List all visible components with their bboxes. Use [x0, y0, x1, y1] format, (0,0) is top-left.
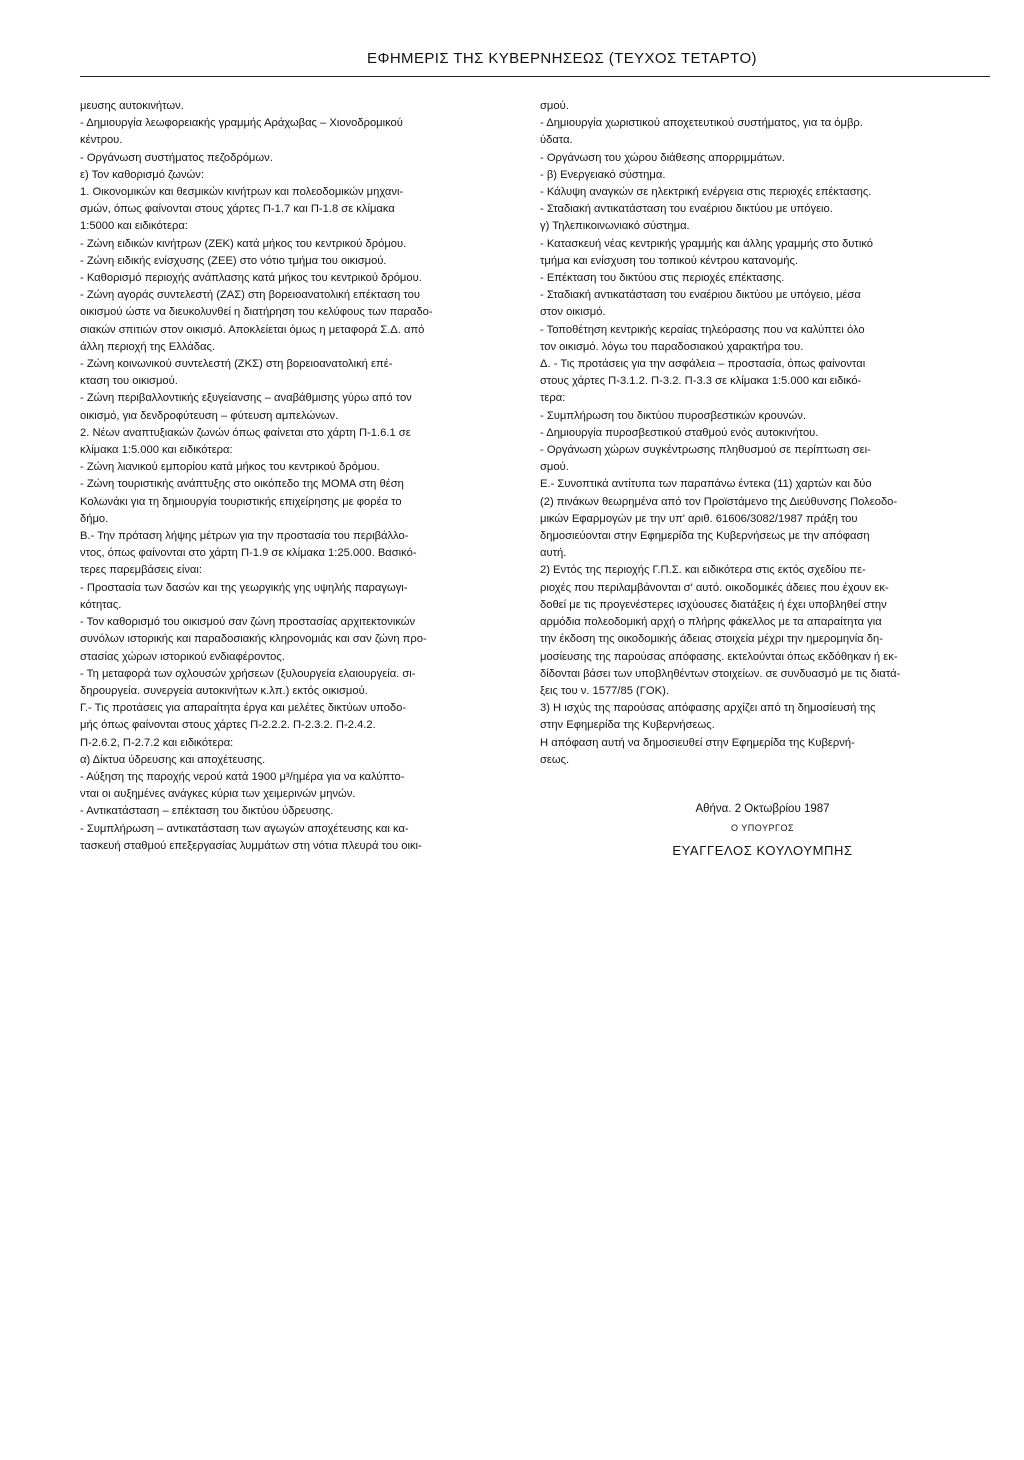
signature-place-date: Αθήνα. 2 Οκτωβρίου 1987: [695, 803, 830, 815]
text-line: γ) Τηλεπικοινωνιακό σύστημα.: [540, 220, 690, 233]
text-line: Γ.- Τις προτάσεις για απαραίτητα έργα και μελέτες δικτύων υποδο-: [80, 702, 407, 715]
text-line: - Συμπλήρωση – αντικατάσταση των αγωγών αποχέτευσης και κα-: [80, 822, 409, 835]
text-line: - Ζώνη αγοράς συντελεστή (ΖΑΣ) στη βορειοανατολική επέκταση του: [80, 289, 420, 302]
left-text-column: [80, 98, 520, 855]
text-line: άλλη περιοχή της Ελλάδας.: [80, 340, 215, 353]
text-line: μικών Εφαρμογών με την υπ' αριθ. 61606/3082/1987 πράξη του: [540, 512, 858, 525]
text-line: οικισμό, για δενδροφύτευση – φύτευση αμπελώνων.: [80, 409, 339, 422]
text-line: νται οι αυξημένες ανάγκες κύρια των χειμερινών μηνών.: [80, 788, 356, 801]
text-line: αυτή.: [540, 547, 567, 560]
text-line: - Σταδιακή αντικατάσταση του εναέριου δικτύου με υπόγειο, μέσα: [540, 289, 861, 302]
text-line: τερα:: [540, 392, 566, 405]
text-line: - Συμπλήρωση του δικτύου πυροσβεστικών κρουνών.: [540, 409, 806, 422]
gazette-header: ΕΦΗΜΕΡΙΣ ΤΗΣ ΚΥΒΕΡΝΗΣΕΩΣ (ΤΕΥΧΟΣ ΤΕΤΑΡΤΟ): [367, 50, 757, 67]
text-line: σμών, όπως φαίνονται στους χάρτες Π-1.7 και Π-1.8 σε κλίμακα: [80, 203, 395, 216]
text-line: - Ζώνη ειδικής ενίσχυσης (ΖΕΕ) στο νότιο τμήμα του οικισμού.: [80, 254, 387, 267]
text-line: - Επέκταση του δικτύου στις περιοχές επέκτασης.: [540, 272, 785, 285]
text-line: - Ζώνη τουριστικής ανάπτυξης στο οικόπεδο της ΜΟΜΑ στη θέση: [80, 478, 404, 491]
text-line: - Οργάνωση του χώρου διάθεσης απορριμμάτων.: [540, 151, 785, 164]
text-line: σεως.: [540, 753, 570, 766]
text-line: οικισμού ώστε να διευκολυνθεί η διατήρηση του κελύφους των παραδο-: [80, 306, 433, 319]
text-line: συνόλων ιστορικής και παραδοσιακής κληρονομιάς και σαν ζώνη προ-: [80, 633, 427, 646]
signature-name: ΕΥΑΓΓΕΛΟΣ ΚΟΥΛΟΥΜΠΗΣ: [672, 843, 853, 858]
text-line: μοσίευσης της παρούσας απόφασης. εκτελούνται όπως εκδόθηκαν ή εκ-: [540, 650, 898, 663]
text-line: - Ζώνη ειδικών κινήτρων (ΖΕΚ) κατά μήκος του κεντρικού δρόμου.: [80, 237, 407, 250]
text-line: δηρουργεία. συνεργεία αυτοκινήτων κ.λπ.) εκτός οικισμού.: [80, 684, 368, 697]
text-line: - Δημιουργία χωριστικού αποχετευτικού συστήματος, για τα όμβρ.: [540, 117, 863, 130]
text-line: - Δημιουργία πυροσβεστικού σταθμού ενός αυτοκινήτου.: [540, 426, 819, 439]
text-line: - Προστασία των δασών και της γεωργικής γης υψηλής παραγωγι-: [80, 581, 408, 594]
text-line: 2. Νέων αναπτυξιακών ζωνών όπως φαίνεται στο χάρτη Π-1.6.1 σε: [80, 426, 411, 439]
text-line: Ε.- Συνοπτικά αντίτυπα των παραπάνω έντεκα (11) χαρτών και δύο: [540, 478, 872, 491]
text-line: ύδατα.: [540, 134, 573, 147]
text-line: - Ζώνη λιανικού εμπορίου κατά μήκος του κεντρικού δρόμου.: [80, 461, 380, 474]
text-line: 1. Οικονομικών και θεσμικών κινήτρων και πολεοδομικών μηχανι-: [80, 186, 404, 199]
text-line: Π-2.6.2, Π-2.7.2 και ειδικότερα:: [80, 736, 234, 749]
right-text-column: [540, 98, 985, 769]
text-line: - Ζώνη περιβαλλοντικής εξυγείανσης – αναβάθμισης γύρω από τον: [80, 392, 412, 405]
text-line: δημοσιεύονται στην Εφημερίδα της Κυβερνήσεως με την απόφαση: [540, 530, 870, 543]
text-line: α) Δίκτυα ύδρευσης και αποχέτευσης.: [80, 753, 266, 766]
text-line: μευσης αυτοκινήτων.: [80, 100, 184, 112]
text-line: (2) πινάκων θεωρημένα από τον Προϊστάμενο της Διεύθυνσης Πολεοδο-: [540, 495, 898, 508]
text-line: τασκευή σταθμού επεξεργασίας λυμμάτων στη νότια πλευρά του οικι-: [80, 839, 422, 852]
text-line: ντος, όπως φαίνονται στο χάρτη Π-1.9 σε κλίμακα 1:25.000. Βασικό-: [80, 547, 417, 560]
text-line: Η απόφαση αυτή να δημοσιευθεί στην Εφημερίδα της Κυβερνή-: [540, 736, 855, 749]
text-line: - Τη μεταφορά των οχλουσών χρήσεων (ξυλουργεία ελαιουργεία. σι-: [80, 667, 416, 680]
text-line: Δ. - Τις προτάσεις για την ασφάλεια – προστασία, όπως φαίνονται: [540, 358, 866, 371]
text-line: - β) Ενεργειακό σύστημα.: [540, 168, 666, 181]
text-line: δήμο.: [80, 512, 109, 525]
text-line: - Κάλυψη αναγκών σε ηλεκτρική ενέργεια στις περιοχές επέκτασης.: [540, 186, 872, 199]
text-line: - Οργάνωση χώρων συγκέντρωσης πληθυσμού σε περίπτωση σει-: [540, 444, 871, 457]
text-line: - Οργάνωση συστήματος πεζοδρόμων.: [80, 151, 273, 164]
text-line: - Δημιουργία λεωφορειακής γραμμής Αράχωβας – Χιονοδρομικού: [80, 117, 403, 130]
text-line: - Καθορισμό περιοχής ανάπλασης κατά μήκος του κεντρικού δρόμου.: [80, 272, 422, 285]
text-line: σιακών σπιτιών στον οικισμό. Αποκλείεται όμως η μεταφορά Σ.Δ. από: [80, 323, 425, 336]
text-line: - Ζώνη κοινωνικού συντελεστή (ΖΚΣ) στη βορειοανατολική επέ-: [80, 358, 393, 371]
text-line: στασίας χώρων ιστορικού ενδιαφέροντος.: [80, 650, 285, 663]
text-line: σμού.: [540, 100, 569, 112]
text-line: ριοχές που περιλαμβάνονται σ' αυτό. οικοδομικές άδειες που έχουν εκ-: [540, 581, 889, 594]
text-line: 1:5000 και ειδικότερα:: [80, 220, 188, 233]
text-line: - Κατασκευή νέας κεντρικής γραμμής και άλλης γραμμής στο δυτικό: [540, 237, 873, 250]
text-line: 3) Η ισχύς της παρούσας απόφασης αρχίζει από τη δημοσίευσή της: [540, 702, 876, 715]
text-line: - Αύξηση της παροχής νερού κατά 1900 μ³/ημέρα για να καλύπτο-: [80, 770, 405, 783]
text-line: - Τοποθέτηση κεντρικής κεραίας τηλεόρασης που να καλύπτει όλο: [540, 323, 865, 336]
text-line: 2) Εντός της περιοχής Γ.Π.Σ. και ειδικότερα στις εκτός σχεδίου πε-: [540, 564, 866, 577]
text-line: - Αντικατάσταση – επέκταση του δικτύου ύδρευσης.: [80, 805, 334, 818]
text-line: δίδονται βάσει των υποβληθέντων στοιχείων. σε συνδυασμό με τις διατά-: [540, 667, 901, 680]
text-line: στον οικισμό.: [540, 306, 606, 319]
text-line: Κολωνάκι για τη δημιουργία τουριστικής επιχείρησης με φορέα το: [80, 495, 402, 508]
text-line: σμού.: [540, 461, 569, 474]
text-line: κταση του οικισμού.: [80, 375, 178, 388]
header-rule: [80, 76, 990, 77]
text-line: κότητας.: [80, 598, 122, 611]
text-line: τμήμα και ενίσχυση του τοπικού κέντρου κατανομής.: [540, 254, 799, 267]
text-line: - Σταδιακή αντικατάσταση του εναέριου δικτύου με υπόγειο.: [540, 203, 833, 216]
text-line: αρμόδια πολεοδομική αρχή ο πλήρης φάκελλος με τα απαραίτητα για: [540, 616, 882, 629]
text-line: τερες παρεμβάσεις είναι:: [80, 564, 202, 577]
text-line: δοθεί με τις προγενέστερες ισχύουσες διατάξεις ή έχει υποβληθεί στην: [540, 598, 887, 611]
text-line: κλίμακα 1:5.000 και ειδικότερα:: [80, 444, 233, 457]
signature-role: Ο ΥΠΟΥΡΓΟΣ: [730, 823, 795, 833]
text-line: στους χάρτες Π-3.1.2. Π-3.2. Π-3.3 σε κλίμακα 1:5.000 και ειδικό-: [540, 375, 862, 388]
text-line: τον οικισμό. λόγω του παραδοσιακού χαρακτήρα του.: [540, 340, 804, 353]
text-line: Β.- Την πρόταση λήψης μέτρων για την προστασία του περιβάλλο-: [80, 530, 409, 543]
text-line: ε) Τον καθορισμό ζωνών:: [80, 168, 204, 181]
text-line: στην Εφημερίδα της Κυβερνήσεως.: [540, 719, 715, 732]
text-line: μής όπως φαίνονται στους χάρτες Π-2.2.2. Π-2.3.2. Π-2.4.2.: [80, 719, 376, 732]
text-line: - Τον καθορισμό του οικισμού σαν ζώνη προστασίας αρχιτεκτονικών: [80, 616, 416, 629]
text-line: ξεις του ν. 1577/85 (ΓΟΚ).: [540, 684, 669, 697]
text-line: κέντρου.: [80, 134, 123, 147]
text-line: την έκδοση της οικοδομικής άδειας στοιχεία μέχρι την ημερομηνία δη-: [540, 633, 883, 646]
